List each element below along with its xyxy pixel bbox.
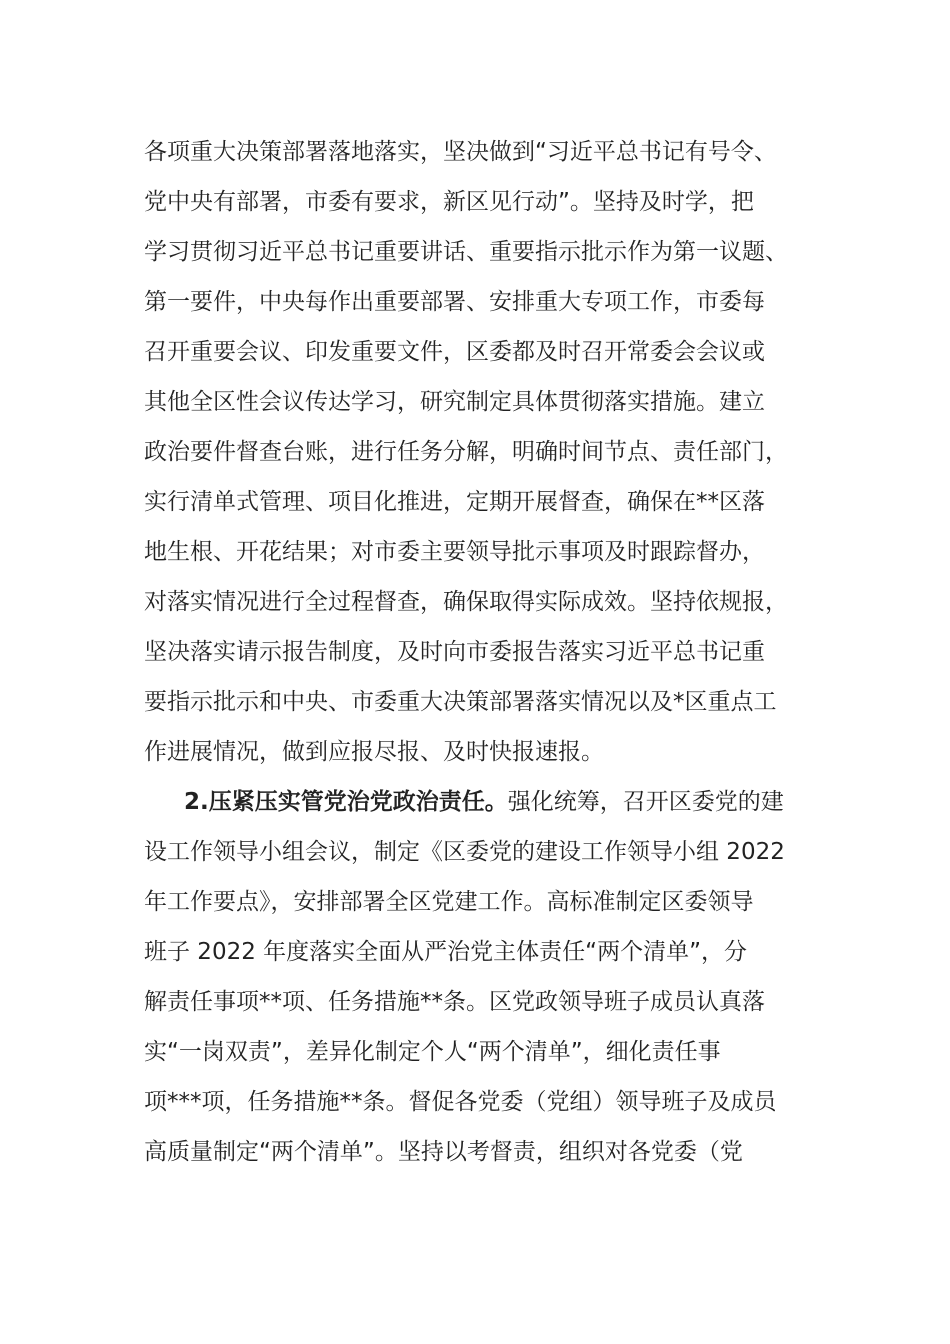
text-line: 对落实情况进行全过程督查，确保取得实际成效。坚持依规报，: [144, 589, 788, 615]
text-line: 实“一岗双责”，差异化制定个人“两个清单”，细化责任事: [144, 1039, 721, 1065]
text-line: 第一要件，中央每作出重要部署、安排重大专项工作，市委每: [144, 289, 765, 315]
text-line: 各项重大决策部署落地落实，坚决做到“习近平总书记有号令、: [144, 139, 777, 165]
text-line: 项***项，任务措施**条。督促各党委（党组）领导班子及成员: [144, 1089, 777, 1115]
text-line: 党中央有部署，市委有要求，新区见行动”。坚持及时学，把: [144, 189, 754, 215]
text-line: 坚决落实请示报告制度，及时向市委报告落实习近平总书记重: [144, 639, 765, 665]
text-line: 解责任事项**项、任务措施**条。区党政领导班子成员认真落: [144, 989, 765, 1015]
text-line: 作进展情况，做到应报尽报、及时快报速报。: [144, 739, 604, 765]
text-line: 设工作领导小组会议，制定《区委党的建设工作领导小组 2022: [144, 839, 785, 865]
document-body: [144, 127, 824, 1177]
text-line: 地生根、开花结果；对市委主要领导批示事项及时跟踪督办，: [144, 539, 765, 565]
text-line: 召开重要会议、印发重要文件，区委都及时召开常委会会议或: [144, 339, 765, 365]
text-line: 学习贯彻习近平总书记重要讲话、重要指示批示作为第一议题、: [144, 239, 788, 265]
text-line: 年工作要点》，安排部署全区党建工作。高标准制定区委领导: [144, 889, 754, 915]
text-line: 要指示批示和中央、市委重大决策部署落实情况以及*区重点工: [144, 689, 777, 715]
section-heading: 2.压紧压实管党治党政治责任。: [184, 789, 508, 815]
text-line: 班子 2022 年度落实全面从严治党主体责任“两个清单”，分: [144, 939, 747, 965]
paragraph-2: [144, 777, 824, 1177]
text-line: 政治要件督查台账，进行任务分解，明确时间节点、责任部门，: [144, 439, 788, 465]
text-run: 强化统筹，召开区委党的建: [507, 789, 784, 815]
text-line: 其他全区性会议传达学习，研究制定具体贯彻落实措施。建立: [144, 389, 765, 415]
text-line: [144, 777, 824, 827]
text-line: 高质量制定“两个清单”。坚持以考督责，组织对各党委（党: [144, 1139, 743, 1165]
paragraph-1: [144, 127, 824, 777]
text-line: 实行清单式管理、项目化推进，定期开展督查，确保在**区落: [144, 489, 765, 515]
